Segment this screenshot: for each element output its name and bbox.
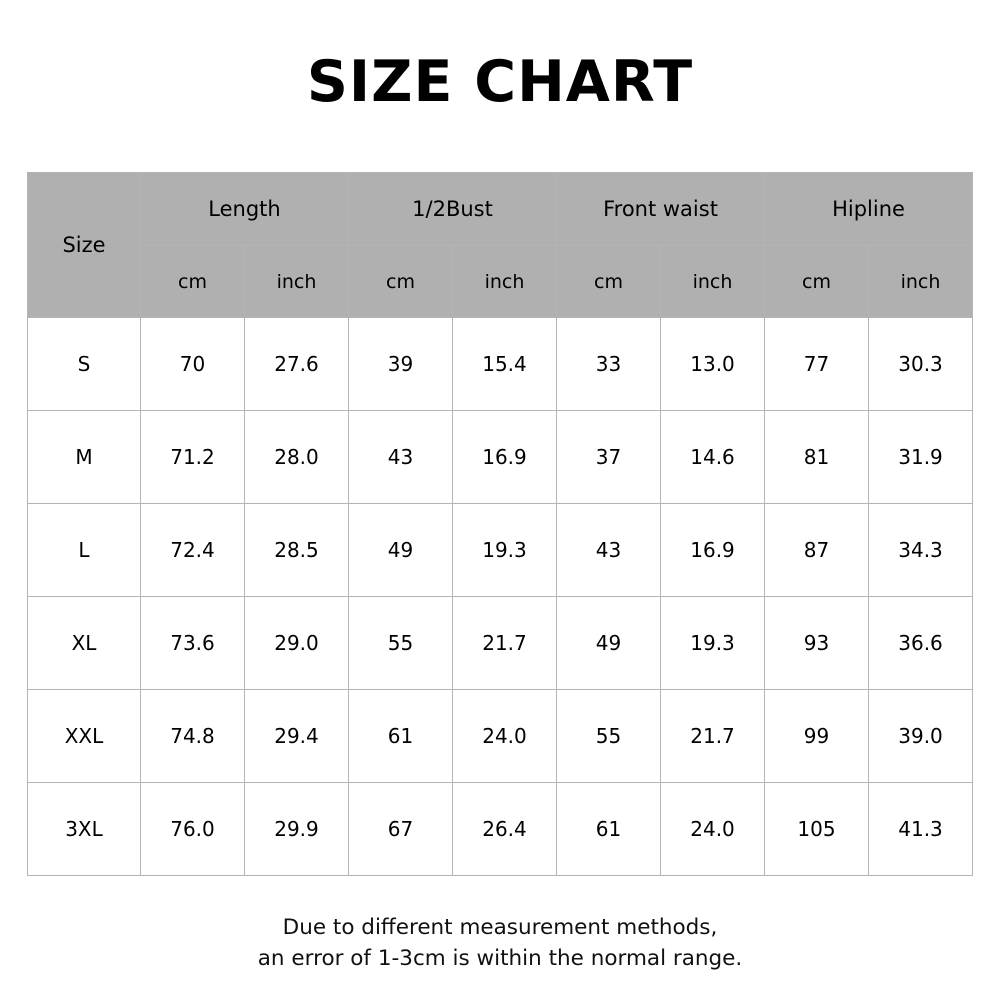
- cell-bust-cm: 43: [349, 411, 453, 504]
- table-row: [28, 783, 973, 876]
- measurement-note: [0, 912, 1000, 974]
- cell-length-inch: 28.5: [245, 504, 349, 597]
- cell-bust-inch: 26.4: [453, 783, 557, 876]
- cell-waist-cm: 43: [557, 504, 661, 597]
- cell-length-inch: 29.9: [245, 783, 349, 876]
- measurement-note-line-1: Due to different measurement methods,: [282, 915, 718, 940]
- cell-waist-cm: 49: [557, 597, 661, 690]
- table-row: [28, 597, 973, 690]
- cell-length-inch: 29.4: [245, 690, 349, 783]
- table-row: [28, 318, 973, 411]
- size-chart-table: [27, 172, 973, 876]
- cell-hipline-cm: 93: [765, 597, 869, 690]
- cell-waist-cm: 55: [557, 690, 661, 783]
- cell-length-inch: 29.0: [245, 597, 349, 690]
- cell-bust-inch: 15.4: [453, 318, 557, 411]
- cell-bust-inch: 24.0: [453, 690, 557, 783]
- cell-length-cm: 71.2: [141, 411, 245, 504]
- cell-length-inch: 28.0: [245, 411, 349, 504]
- size-chart-table-container: [27, 172, 973, 876]
- cell-waist-inch: 24.0: [661, 783, 765, 876]
- cell-bust-inch: 16.9: [453, 411, 557, 504]
- cell-hipline-inch: 36.6: [869, 597, 973, 690]
- unit-header-hipline-cm: cm: [765, 246, 869, 318]
- cell-hipline-inch: 39.0: [869, 690, 973, 783]
- table-header: [28, 173, 973, 318]
- row-size-label: XXL: [28, 690, 141, 783]
- table-row: [28, 504, 973, 597]
- cell-hipline-cm: 99: [765, 690, 869, 783]
- cell-hipline-cm: 81: [765, 411, 869, 504]
- row-size-label: M: [28, 411, 141, 504]
- column-header-half-bust: 1/2Bust: [349, 173, 557, 246]
- cell-bust-cm: 67: [349, 783, 453, 876]
- unit-header-bust-cm: cm: [349, 246, 453, 318]
- cell-length-inch: 27.6: [245, 318, 349, 411]
- page-title: SIZE CHART: [306, 49, 694, 115]
- table-header-row-units: [28, 246, 973, 318]
- cell-hipline-inch: 34.3: [869, 504, 973, 597]
- unit-header-length-inch: inch: [245, 246, 349, 318]
- row-size-label: S: [28, 318, 141, 411]
- cell-waist-inch: 19.3: [661, 597, 765, 690]
- cell-hipline-cm: 77: [765, 318, 869, 411]
- cell-waist-cm: 61: [557, 783, 661, 876]
- cell-waist-inch: 21.7: [661, 690, 765, 783]
- cell-hipline-inch: 41.3: [869, 783, 973, 876]
- measurement-note-line-2: an error of 1-3cm is within the normal range.: [257, 946, 743, 972]
- column-header-length: Length: [141, 173, 349, 246]
- cell-waist-cm: 37: [557, 411, 661, 504]
- cell-length-cm: 74.8: [141, 690, 245, 783]
- table-row: [28, 690, 973, 783]
- cell-bust-cm: 61: [349, 690, 453, 783]
- cell-hipline-cm: 87: [765, 504, 869, 597]
- cell-bust-inch: 21.7: [453, 597, 557, 690]
- cell-hipline-inch: 31.9: [869, 411, 973, 504]
- cell-bust-inch: 19.3: [453, 504, 557, 597]
- cell-length-cm: 76.0: [141, 783, 245, 876]
- table-header-row-groups: [28, 173, 973, 246]
- column-header-front-waist: Front waist: [557, 173, 765, 246]
- column-header-size: Size: [28, 173, 141, 318]
- cell-waist-inch: 16.9: [661, 504, 765, 597]
- row-size-label: XL: [28, 597, 141, 690]
- cell-hipline-inch: 30.3: [869, 318, 973, 411]
- unit-header-waist-cm: cm: [557, 246, 661, 318]
- unit-header-waist-inch: inch: [661, 246, 765, 318]
- cell-length-cm: 72.4: [141, 504, 245, 597]
- column-header-hipline: Hipline: [765, 173, 973, 246]
- table-body: [28, 318, 973, 876]
- row-size-label: L: [28, 504, 141, 597]
- cell-waist-cm: 33: [557, 318, 661, 411]
- table-row: [28, 411, 973, 504]
- cell-bust-cm: 49: [349, 504, 453, 597]
- cell-waist-inch: 14.6: [661, 411, 765, 504]
- unit-header-bust-inch: inch: [453, 246, 557, 318]
- cell-hipline-cm: 105: [765, 783, 869, 876]
- cell-bust-cm: 55: [349, 597, 453, 690]
- unit-header-length-cm: cm: [141, 246, 245, 318]
- row-size-label: 3XL: [28, 783, 141, 876]
- cell-waist-inch: 13.0: [661, 318, 765, 411]
- unit-header-hipline-inch: inch: [869, 246, 973, 318]
- cell-length-cm: 70: [141, 318, 245, 411]
- cell-bust-cm: 39: [349, 318, 453, 411]
- cell-length-cm: 73.6: [141, 597, 245, 690]
